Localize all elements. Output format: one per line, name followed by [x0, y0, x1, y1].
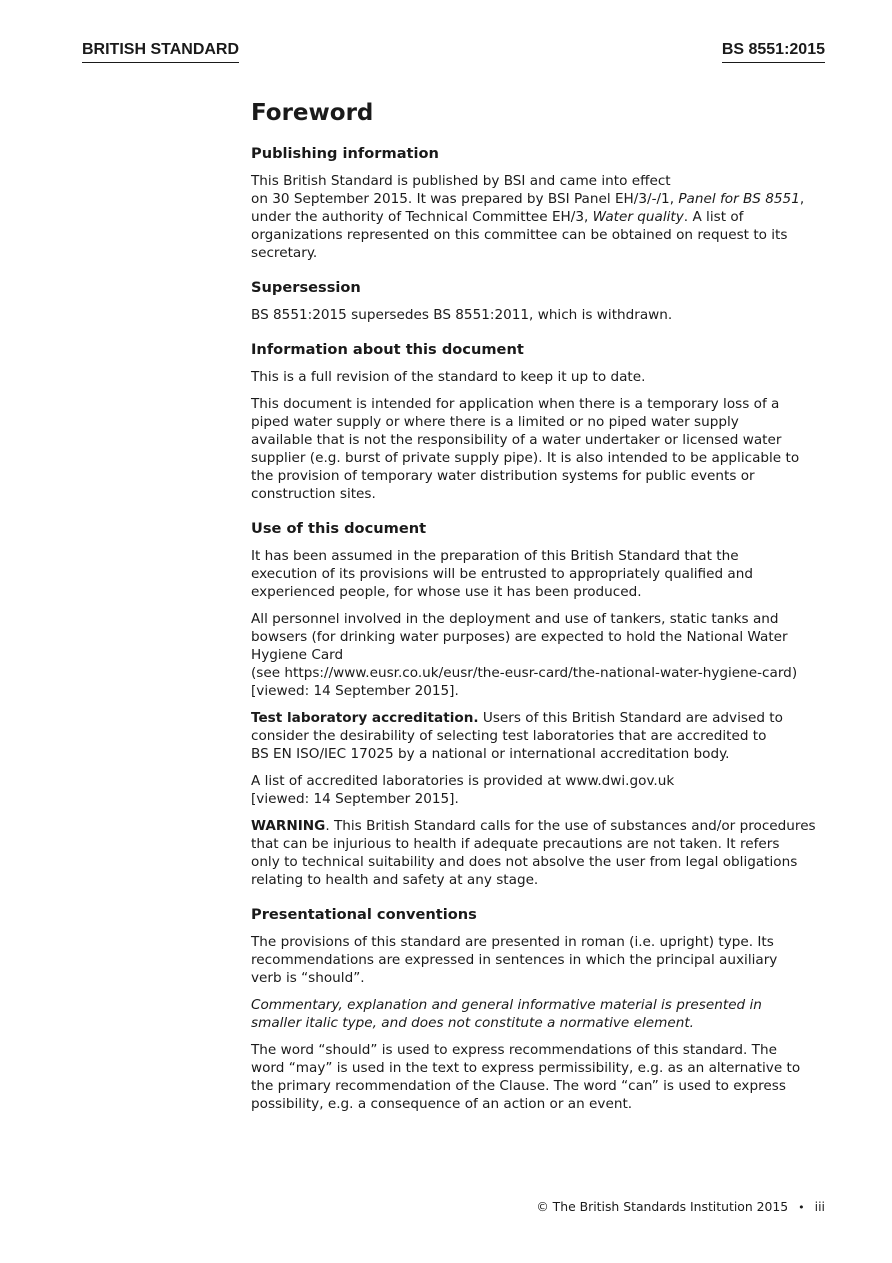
accreditation-label: Test laboratory accreditation.: [251, 710, 479, 726]
text-run: . This British Standard calls for the use of substances and/or procedures: [325, 818, 816, 834]
text-line: secretary.: [251, 245, 318, 261]
conventions-paragraph-3: [251, 1041, 831, 1113]
use-paragraph-1: [251, 547, 831, 601]
text-line: The provisions of this standard are presented in roman (i.e. upright) type. Its: [251, 934, 774, 950]
text-line: Commentary, explanation and general informative material is presented in: [251, 997, 762, 1013]
warning-label: WARNING: [251, 818, 326, 834]
information-paragraph-1: [251, 368, 831, 386]
text-line: It has been assumed in the preparation of this British Standard that the: [251, 548, 739, 564]
page-number: iii: [814, 1199, 825, 1214]
text-run: on 30 September 2015. It was prepared by BSI Panel EH/3/-/1,: [251, 191, 679, 207]
panel-name: Panel for BS 8551: [678, 191, 800, 207]
text-line: possibility, e.g. a consequence of an action or an event.: [251, 1096, 633, 1112]
copyright-notice: © The British Standards Institution 2015: [536, 1199, 789, 1214]
text-line: experienced people, for whose use it has been produced.: [251, 584, 642, 600]
text-line: consider the desirability of selecting test laboratories that are accredited to: [251, 728, 767, 744]
text-line: bowsers (for drinking water purposes) are expected to hold the National Water: [251, 629, 788, 645]
information-paragraph-2: [251, 395, 831, 503]
text-run: under the authority of Technical Committee EH/3,: [251, 209, 593, 225]
text-line: [251, 208, 831, 226]
section-heading-use: Use of this document: [251, 520, 427, 537]
page-footer: [536, 1199, 825, 1216]
use-paragraph-2: [251, 610, 831, 700]
text-line: recommendations are expressed in sentences in which the principal auxiliary: [251, 952, 778, 968]
text-line: [viewed: 14 September 2015].: [251, 683, 459, 699]
text-line: [251, 709, 831, 727]
text-line: Hygiene Card: [251, 647, 344, 663]
text-line: relating to health and safety at any stage.: [251, 872, 539, 888]
text-line: word “may” is used in the text to express permissibility, e.g. as an alternative to: [251, 1060, 801, 1076]
commentary-paragraph: [251, 996, 831, 1032]
section-heading-publishing: Publishing information: [251, 145, 439, 162]
text-line: that can be injurious to health if adequate precautions are not taken. It refers: [251, 836, 780, 852]
text-line: BS 8551:2015 supersedes BS 8551:2011, which is withdrawn.: [251, 307, 673, 323]
reference-url-line: (see https://www.eusr.co.uk/eusr/the-eusr-card/the-national-water-hygiene-card): [251, 665, 798, 681]
text-line: only to technical suitability and does not absolve the user from legal obligations: [251, 854, 798, 870]
text-line: the primary recommendation of the Clause. The word “can” is used to express: [251, 1078, 786, 1094]
text-line: construction sites.: [251, 486, 376, 502]
running-header-left: BRITISH STANDARD: [82, 40, 239, 63]
section-heading-information: Information about this document: [251, 341, 524, 358]
text-run: ,: [799, 191, 805, 207]
page-title: Foreword: [251, 100, 374, 126]
text-line: A list of accredited laboratories is provided at www.dwi.gov.uk: [251, 773, 675, 789]
text-line: piped water supply or where there is a limited or no piped water supply: [251, 414, 739, 430]
text-line: organizations represented on this committee can be obtained on request to its: [251, 227, 788, 243]
accreditation-paragraph: [251, 709, 831, 763]
text-line: execution of its provisions will be entrusted to appropriately qualified and: [251, 566, 753, 582]
text-line: This document is intended for application when there is a temporary loss of a: [251, 396, 780, 412]
section-heading-conventions: Presentational conventions: [251, 906, 477, 923]
text-line: This is a full revision of the standard to keep it up to date.: [251, 369, 646, 385]
running-header-right: BS 8551:2015: [722, 40, 825, 63]
supersession-paragraph: [251, 306, 831, 324]
text-line: This British Standard is published by BSI and came into effect: [251, 173, 671, 189]
text-line: [viewed: 14 September 2015].: [251, 791, 459, 807]
foreword-body: [251, 98, 831, 1122]
text-run: . A list of: [683, 209, 744, 225]
warning-paragraph: [251, 817, 831, 889]
text-line: smaller italic type, and does not constitute a normative element.: [251, 1015, 694, 1031]
text-line: [251, 190, 831, 208]
text-line: the provision of temporary water distribution systems for public events or: [251, 468, 755, 484]
text-line: The word “should” is used to express recommendations of this standard. The: [251, 1042, 777, 1058]
text-line: All personnel involved in the deployment and use of tankers, static tanks and: [251, 611, 779, 627]
laboratories-paragraph: [251, 772, 831, 808]
text-run: Users of this British Standard are advised to: [478, 710, 783, 726]
text-line: supplier (e.g. burst of private supply pipe). It is also intended to be applicable to: [251, 450, 800, 466]
text-line: BS EN ISO/IEC 17025 by a national or international accreditation body.: [251, 746, 730, 762]
text-line: available that is not the responsibility of a water undertaker or licensed water: [251, 432, 782, 448]
conventions-paragraph-1: [251, 933, 831, 987]
bullet-separator: •: [798, 1201, 805, 1214]
text-line: verb is “should”.: [251, 970, 365, 986]
publishing-paragraph: [251, 172, 831, 262]
text-line: [251, 817, 831, 835]
committee-name: Water quality: [592, 209, 684, 225]
section-heading-supersession: Supersession: [251, 279, 361, 296]
